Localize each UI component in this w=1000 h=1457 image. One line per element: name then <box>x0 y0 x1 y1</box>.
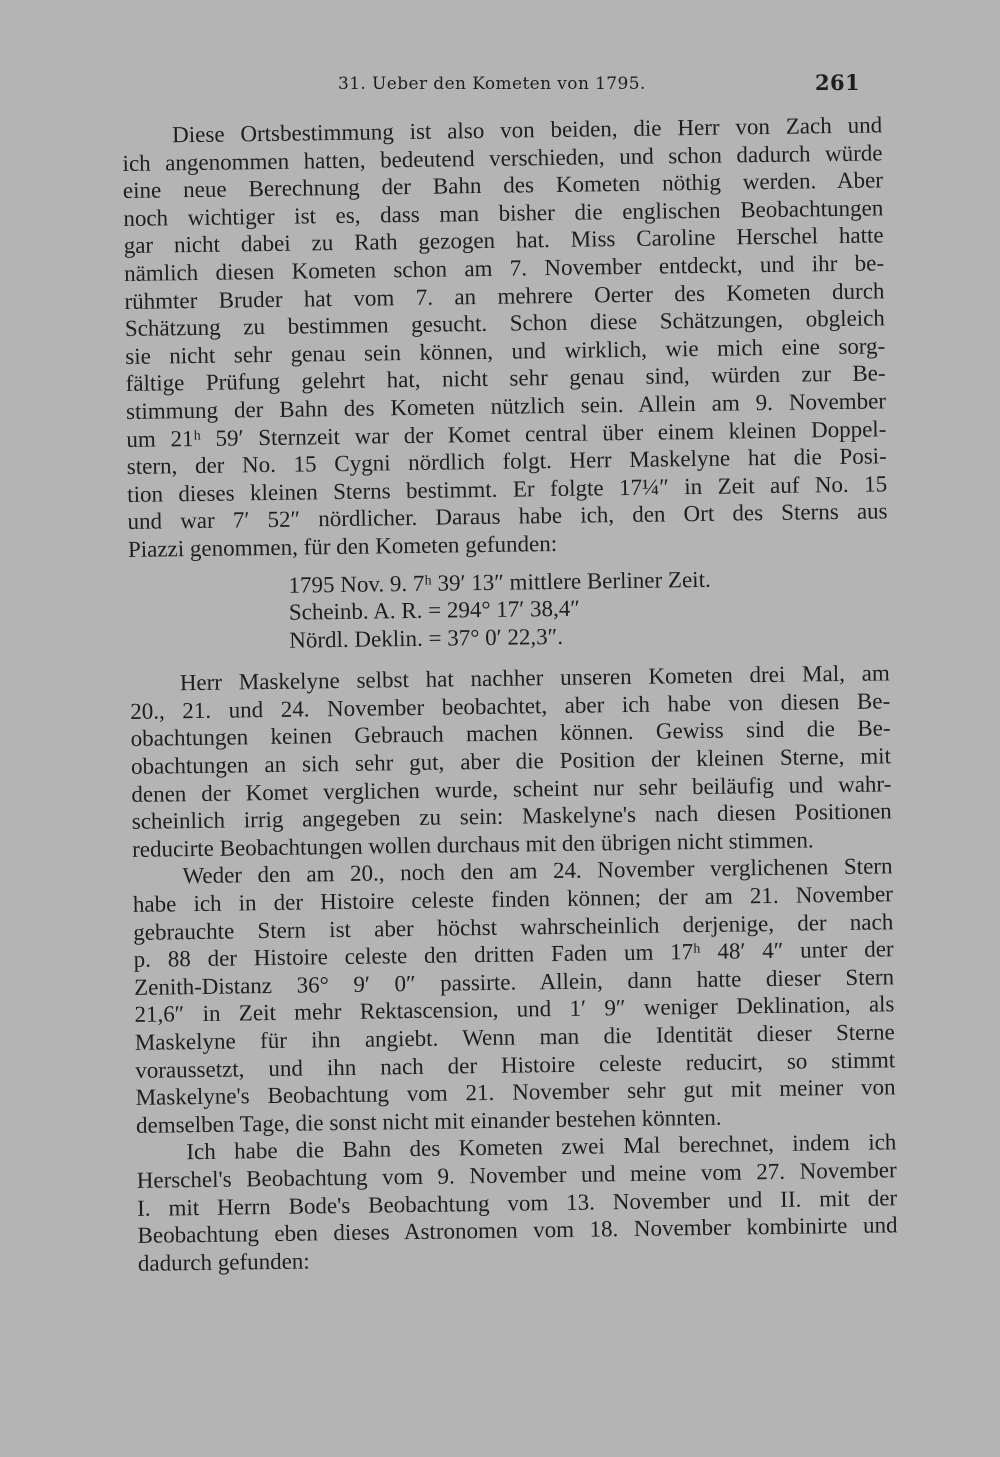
text-line: ich angenommen hatten, bedeutend verschieden, und schon dadurch würde <box>122 139 883 176</box>
text-line: I. mit Herrn Bode's Beobachtung vom 13. November und II. mit der <box>136 1184 898 1221</box>
text-line: scheinlich irrig angegeben zu sein: Maskelyne's nach diesen Positionen <box>131 798 892 835</box>
text-line: Piazzi genommen, für den Kometen gefunden: <box>127 530 558 562</box>
paragraph-2 <box>130 660 893 864</box>
running-title: 31. Ueber den Kometen von 1795. <box>338 74 646 94</box>
text-line: gar nicht dabei zu Rath gezogen hat. Miss Caroline Herschel hatte <box>123 222 884 259</box>
text-line: tion dieses kleinen Sterns bestimmt. Er folgte 17¼″ in Zeit auf No. 15 <box>127 471 888 507</box>
text-line: Ich habe die Bahn des Kometen zwei Mal berechnet, indem ich <box>186 1129 897 1165</box>
text-line: Herr Maskelyne selbst hat nachher unseren Kometen drei Mal, am <box>179 660 890 696</box>
text-line: fältige Prüfung gelehrt hat, nicht sehr genau sind, würden zur Be- <box>125 360 886 397</box>
text-line: demselben Tage, die sonst nicht mit einander bestehen könnten. <box>135 1104 722 1138</box>
text-line: eine neue Berechnung der Bahn des Kometen nöthig werden. Aber <box>122 167 884 204</box>
text-line: stimmung der Bahn des Kometen nützlich sein. Allein am 9. November <box>125 388 887 424</box>
text-line: habe ich in der Histoire celeste finden können; der am 21. November <box>132 881 894 917</box>
text-line: Schätzung zu bestimmen gesucht. Schon diese Schätzungen, obgleich <box>124 305 885 342</box>
text-line: voraussetzt, und ihn nach der Histoire celeste reducirt, so stimmt <box>135 1046 896 1083</box>
formula-line-ra: Scheinb. A. R. = 294° 17′ 38,4″ <box>288 595 581 625</box>
formula-line-time: 1795 Nov. 9. 7ʰ 39′ 13″ mittlere Berliner Zeit. <box>288 566 711 598</box>
text-line: noch wichtiger ist es, dass man bisher die englischen Beobachtungen <box>123 195 884 231</box>
text-line: stern, der No. 15 Cygni nördlich folgt. Herr Maskelyne hat die Posi- <box>126 443 887 480</box>
text-line: p. 88 der Histoire celeste den dritten Faden um 17ʰ 48′ 4″ unter der <box>133 936 894 973</box>
text-line: reducirte Beobachtungen wollen durchaus mit den übrigen nicht stimmen. <box>131 827 814 862</box>
text-line: 21,6″ in Zeit mehr Rektascension, und 1′ 9″ weniger Deklination, als <box>134 991 895 1028</box>
text-line: Diese Ortsbestimmung ist also von beiden, die Herr von Zach und <box>172 112 883 148</box>
text-line: und war 7′ 52″ nördlicher. Daraus habe ich, den Ort des Sterns aus <box>127 498 888 535</box>
paragraph-4 <box>136 1129 898 1278</box>
text-line: obachtungen an sich sehr gut, aber die Position der kleinen Sterne, mit <box>130 743 892 779</box>
text-line: dadurch gefunden: <box>137 1248 310 1276</box>
text-line: nämlich diesen Kometen schon am 7. November entdeckt, und ihr be- <box>123 250 885 286</box>
paragraph-3 <box>132 853 896 1140</box>
text-line: Beobachtung eben dieses Astronomen vom 18. November kombinirte und <box>137 1212 898 1249</box>
paragraph-1 <box>122 111 888 563</box>
body-text <box>122 111 898 1277</box>
text-line: Maskelyne für ihn angiebt. Wenn man die Identität dieser Sterne <box>134 1019 895 1055</box>
text-line: Herschel's Beobachtung vom 9. November und meine vom 27. November <box>136 1157 897 1193</box>
page-number: 261 <box>814 70 860 95</box>
text-line: Zenith-Distanz 36° 9′ 0″ passirte. Allein, dann hatte dieser Stern <box>133 964 895 1000</box>
formula-block <box>128 563 889 656</box>
text-line: gebrauchte Stern ist aber höchst wahrscheinlich derjenige, der nach <box>133 908 894 945</box>
text-line: obachtungen keinen Gebrauch machen können. Gewiss sind die Be- <box>130 715 891 752</box>
text-line: 20., 21. und 24. November beobachtet, aber ich habe von diesen Be- <box>130 688 891 724</box>
text-line: Weder den am 20., noch den am 24. November verglichenen Stern <box>182 853 893 889</box>
formula-line-dec: Nördl. Deklin. = 37° 0′ 22,3″. <box>289 623 564 653</box>
text-line: sie nicht sehr genau sein können, und wirklich, wie mich eine sorg- <box>125 333 886 369</box>
text-line: Maskelyne's Beobachtung vom 21. November sehr gut mit meiner von <box>135 1074 896 1111</box>
text-line: rühmter Bruder hat vom 7. an mehrere Oerter des Kometen durch <box>124 277 885 314</box>
text-line: um 21ʰ 59′ Sternzeit war der Komet central über einem kleinen Doppel- <box>126 415 887 452</box>
text-line: denen der Komet verglichen wurde, scheint nur sehr beiläufig und wahr- <box>131 770 892 807</box>
